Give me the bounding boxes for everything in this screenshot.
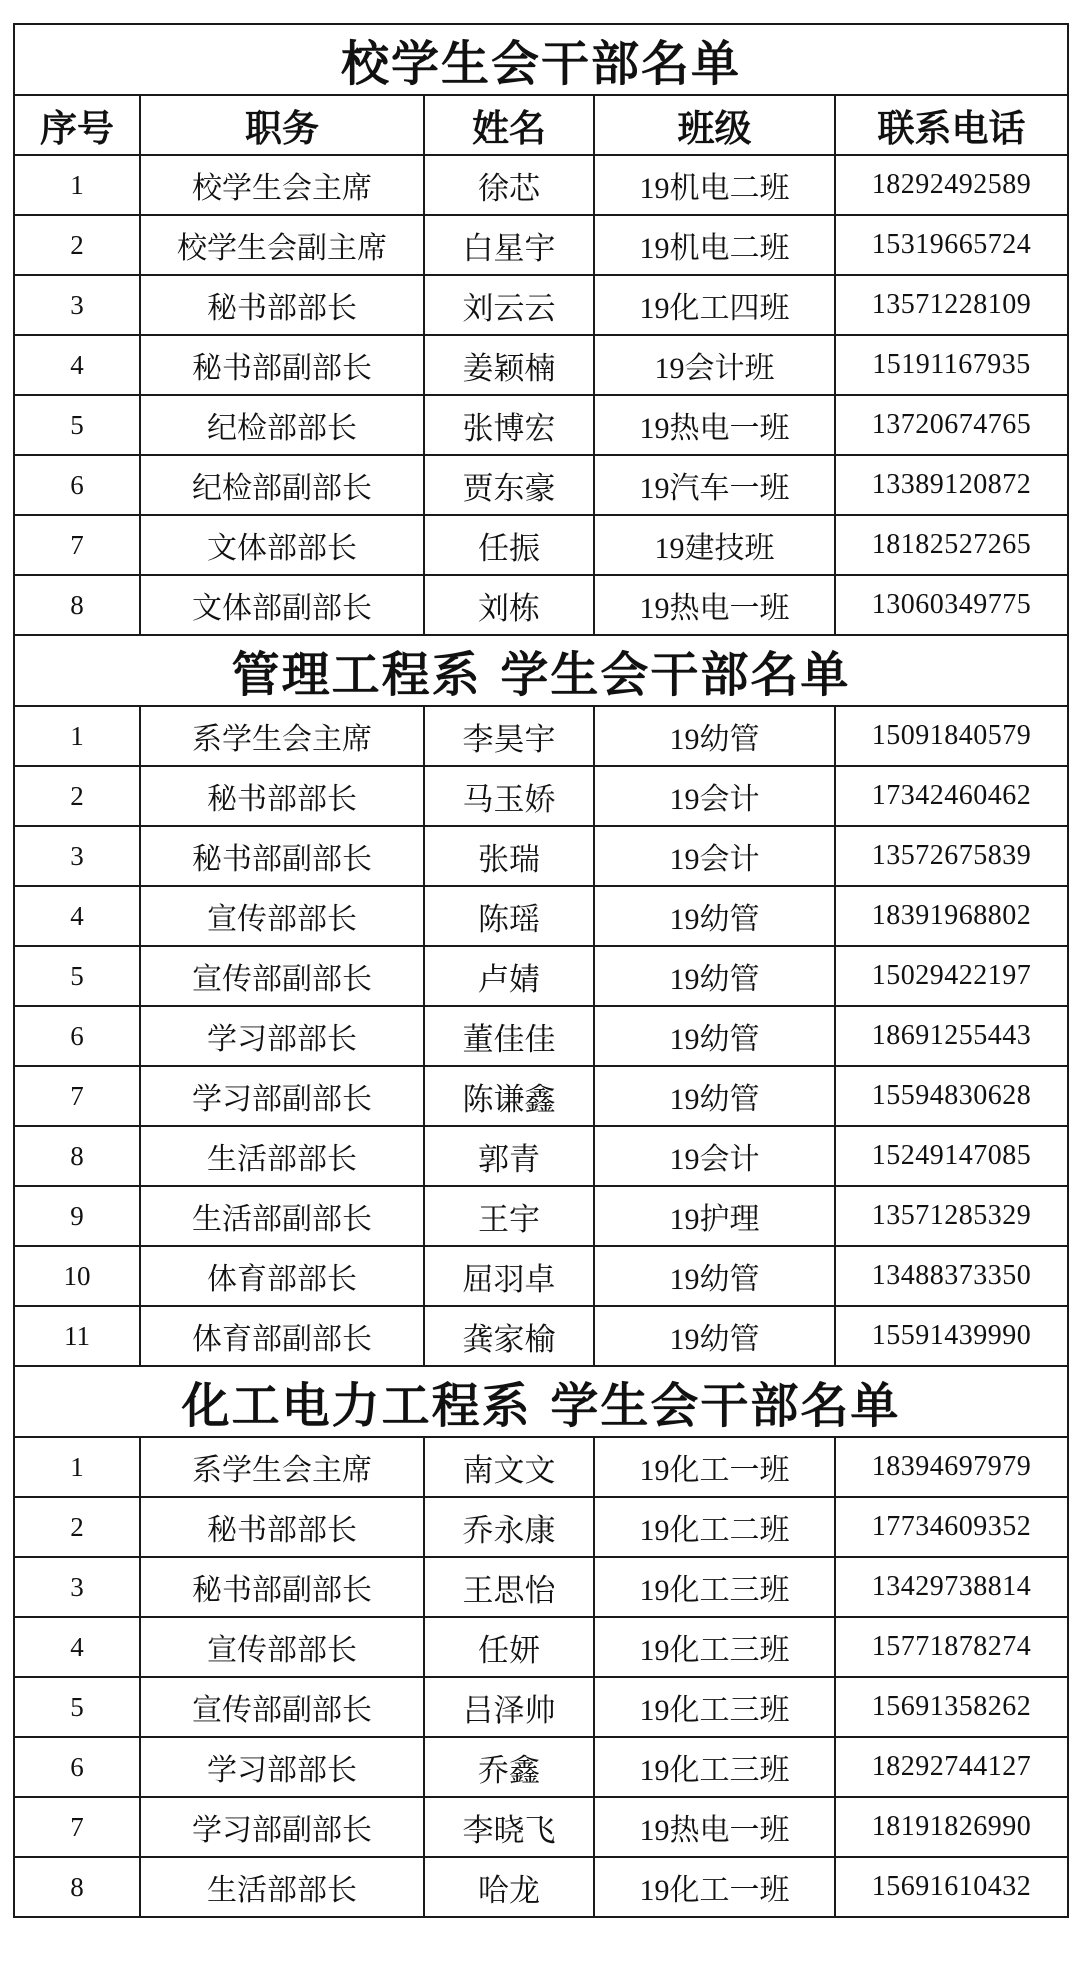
cell-class: 19机电二班 <box>594 155 835 215</box>
table-row <box>14 335 1068 395</box>
section-title-row-school <box>14 24 1068 95</box>
cell-no: 8 <box>14 1857 140 1917</box>
column-header-name: 姓名 <box>424 95 594 155</box>
cell-name: 乔鑫 <box>424 1737 594 1797</box>
cell-class: 19热电一班 <box>594 395 835 455</box>
cell-phone: 17734609352 <box>835 1497 1068 1557</box>
table-row <box>14 706 1068 766</box>
cell-role: 宣传部部长 <box>140 1617 424 1677</box>
cell-class: 19化工四班 <box>594 275 835 335</box>
cell-phone: 15591439990 <box>835 1306 1068 1366</box>
cell-role: 体育部部长 <box>140 1246 424 1306</box>
cell-no: 8 <box>14 575 140 635</box>
cell-role: 纪检部部长 <box>140 395 424 455</box>
section-title: 管理工程系 学生会干部名单 <box>14 635 1068 706</box>
cell-name: 刘云云 <box>424 275 594 335</box>
cell-phone: 18394697979 <box>835 1437 1068 1497</box>
cell-no: 7 <box>14 1797 140 1857</box>
cell-name: 董佳佳 <box>424 1006 594 1066</box>
cell-class: 19机电二班 <box>594 215 835 275</box>
cell-name: 卢婧 <box>424 946 594 1006</box>
cell-class: 19幼管 <box>594 1066 835 1126</box>
cell-name: 王宇 <box>424 1186 594 1246</box>
cell-no: 5 <box>14 946 140 1006</box>
cell-class: 19热电一班 <box>594 1797 835 1857</box>
cell-name: 乔永康 <box>424 1497 594 1557</box>
cell-role: 宣传部副部长 <box>140 1677 424 1737</box>
table-row <box>14 1617 1068 1677</box>
cell-phone: 13389120872 <box>835 455 1068 515</box>
cell-phone: 18191826990 <box>835 1797 1068 1857</box>
table-row <box>14 1246 1068 1306</box>
cell-class: 19会计班 <box>594 335 835 395</box>
cell-name: 白星宇 <box>424 215 594 275</box>
cadre-roster-table <box>13 23 1069 1918</box>
cell-no: 3 <box>14 275 140 335</box>
cell-class: 19化工三班 <box>594 1617 835 1677</box>
cell-role: 文体部副部长 <box>140 575 424 635</box>
cell-no: 5 <box>14 395 140 455</box>
cell-role: 学习部部长 <box>140 1006 424 1066</box>
cell-role: 秘书部部长 <box>140 1497 424 1557</box>
table-row <box>14 155 1068 215</box>
section-title: 化工电力工程系 学生会干部名单 <box>14 1366 1068 1437</box>
cell-no: 4 <box>14 886 140 946</box>
table-row <box>14 1557 1068 1617</box>
cell-phone: 15691358262 <box>835 1677 1068 1737</box>
cell-no: 1 <box>14 706 140 766</box>
cell-class: 19幼管 <box>594 1006 835 1066</box>
cell-no: 4 <box>14 335 140 395</box>
column-header-role: 职务 <box>140 95 424 155</box>
cell-class: 19化工二班 <box>594 1497 835 1557</box>
cell-class: 19会计 <box>594 826 835 886</box>
table-row <box>14 886 1068 946</box>
cell-name: 徐芯 <box>424 155 594 215</box>
table-row <box>14 1066 1068 1126</box>
table-row <box>14 575 1068 635</box>
cell-name: 陈瑶 <box>424 886 594 946</box>
table-row <box>14 946 1068 1006</box>
cell-phone: 15091840579 <box>835 706 1068 766</box>
column-header-phone: 联系电话 <box>835 95 1068 155</box>
cell-role: 秘书部部长 <box>140 275 424 335</box>
cell-phone: 15249147085 <box>835 1126 1068 1186</box>
cell-no: 9 <box>14 1186 140 1246</box>
cell-role: 宣传部副部长 <box>140 946 424 1006</box>
cell-name: 哈龙 <box>424 1857 594 1917</box>
table-row <box>14 455 1068 515</box>
cell-class: 19会计 <box>594 1126 835 1186</box>
column-header-no: 序号 <box>14 95 140 155</box>
cell-role: 宣传部部长 <box>140 886 424 946</box>
cell-role: 秘书部副部长 <box>140 826 424 886</box>
cell-class: 19幼管 <box>594 1306 835 1366</box>
cell-no: 7 <box>14 1066 140 1126</box>
cell-class: 19化工三班 <box>594 1737 835 1797</box>
cell-role: 秘书部部长 <box>140 766 424 826</box>
cell-no: 7 <box>14 515 140 575</box>
cell-phone: 13429738814 <box>835 1557 1068 1617</box>
cell-no: 6 <box>14 455 140 515</box>
cell-class: 19化工一班 <box>594 1857 835 1917</box>
cell-phone: 13488373350 <box>835 1246 1068 1306</box>
table-row <box>14 1737 1068 1797</box>
cell-class: 19热电一班 <box>594 575 835 635</box>
cell-class: 19化工三班 <box>594 1677 835 1737</box>
cell-no: 2 <box>14 1497 140 1557</box>
cell-no: 4 <box>14 1617 140 1677</box>
table-row <box>14 1797 1068 1857</box>
cell-class: 19汽车一班 <box>594 455 835 515</box>
cell-phone: 18182527265 <box>835 515 1068 575</box>
cell-class: 19会计 <box>594 766 835 826</box>
cell-class: 19幼管 <box>594 706 835 766</box>
cell-phone: 13720674765 <box>835 395 1068 455</box>
cell-role: 学习部副部长 <box>140 1066 424 1126</box>
cell-name: 刘栋 <box>424 575 594 635</box>
cell-phone: 15029422197 <box>835 946 1068 1006</box>
cell-no: 1 <box>14 1437 140 1497</box>
cell-class: 19化工三班 <box>594 1557 835 1617</box>
cell-class: 19护理 <box>594 1186 835 1246</box>
cell-class: 19建技班 <box>594 515 835 575</box>
cell-no: 3 <box>14 826 140 886</box>
cell-no: 10 <box>14 1246 140 1306</box>
section-title-row-management-dept <box>14 635 1068 706</box>
cell-role: 秘书部副部长 <box>140 335 424 395</box>
cell-no: 5 <box>14 1677 140 1737</box>
cell-class: 19幼管 <box>594 886 835 946</box>
cell-phone: 18292744127 <box>835 1737 1068 1797</box>
cell-no: 6 <box>14 1006 140 1066</box>
table-row <box>14 1677 1068 1737</box>
cell-role: 校学生会主席 <box>140 155 424 215</box>
cell-phone: 13571285329 <box>835 1186 1068 1246</box>
cell-name: 龚家榆 <box>424 1306 594 1366</box>
table-row <box>14 766 1068 826</box>
cell-phone: 15319665724 <box>835 215 1068 275</box>
cell-no: 11 <box>14 1306 140 1366</box>
cell-name: 任妍 <box>424 1617 594 1677</box>
cell-name: 南文文 <box>424 1437 594 1497</box>
cell-no: 1 <box>14 155 140 215</box>
cell-no: 2 <box>14 766 140 826</box>
cell-class: 19幼管 <box>594 946 835 1006</box>
cell-name: 陈谦鑫 <box>424 1066 594 1126</box>
cell-role: 系学生会主席 <box>140 706 424 766</box>
cell-role: 学习部部长 <box>140 1737 424 1797</box>
cell-role: 生活部部长 <box>140 1857 424 1917</box>
cell-phone: 15594830628 <box>835 1066 1068 1126</box>
cell-role: 生活部部长 <box>140 1126 424 1186</box>
cell-no: 8 <box>14 1126 140 1186</box>
table-row <box>14 215 1068 275</box>
table-row <box>14 1006 1068 1066</box>
cell-phone: 17342460462 <box>835 766 1068 826</box>
cell-phone: 13572675839 <box>835 826 1068 886</box>
cell-name: 张瑞 <box>424 826 594 886</box>
cell-role: 文体部部长 <box>140 515 424 575</box>
table-row <box>14 826 1068 886</box>
cell-phone: 15691610432 <box>835 1857 1068 1917</box>
cell-phone: 18292492589 <box>835 155 1068 215</box>
section-title: 校学生会干部名单 <box>14 24 1068 95</box>
table-row <box>14 1186 1068 1246</box>
cell-phone: 15191167935 <box>835 335 1068 395</box>
table-row <box>14 1306 1068 1366</box>
cell-phone: 13571228109 <box>835 275 1068 335</box>
cell-class: 19化工一班 <box>594 1437 835 1497</box>
cell-role: 秘书部副部长 <box>140 1557 424 1617</box>
table-row <box>14 1497 1068 1557</box>
cell-phone: 18391968802 <box>835 886 1068 946</box>
table-row <box>14 515 1068 575</box>
cell-name: 张博宏 <box>424 395 594 455</box>
column-header-class: 班级 <box>594 95 835 155</box>
cell-name: 姜颖楠 <box>424 335 594 395</box>
cell-name: 贾东豪 <box>424 455 594 515</box>
cell-no: 6 <box>14 1737 140 1797</box>
cell-name: 任振 <box>424 515 594 575</box>
table-row <box>14 1126 1068 1186</box>
cell-name: 屈羽卓 <box>424 1246 594 1306</box>
cell-role: 学习部副部长 <box>140 1797 424 1857</box>
cell-name: 王思怡 <box>424 1557 594 1617</box>
cell-name: 李晓飞 <box>424 1797 594 1857</box>
cell-name: 郭青 <box>424 1126 594 1186</box>
column-header-row <box>14 95 1068 155</box>
cell-role: 生活部副部长 <box>140 1186 424 1246</box>
cell-role: 纪检部副部长 <box>140 455 424 515</box>
cell-name: 李昊宇 <box>424 706 594 766</box>
cell-role: 校学生会副主席 <box>140 215 424 275</box>
cell-role: 体育部副部长 <box>140 1306 424 1366</box>
cell-no: 3 <box>14 1557 140 1617</box>
cell-class: 19幼管 <box>594 1246 835 1306</box>
cell-phone: 15771878274 <box>835 1617 1068 1677</box>
table-row <box>14 1857 1068 1917</box>
cell-no: 2 <box>14 215 140 275</box>
cell-name: 马玉娇 <box>424 766 594 826</box>
cell-name: 吕泽帅 <box>424 1677 594 1737</box>
table-row <box>14 1437 1068 1497</box>
cell-role: 系学生会主席 <box>140 1437 424 1497</box>
table-row <box>14 395 1068 455</box>
table-row <box>14 275 1068 335</box>
cell-phone: 18691255443 <box>835 1006 1068 1066</box>
section-title-row-chem-power-dept <box>14 1366 1068 1437</box>
cell-phone: 13060349775 <box>835 575 1068 635</box>
